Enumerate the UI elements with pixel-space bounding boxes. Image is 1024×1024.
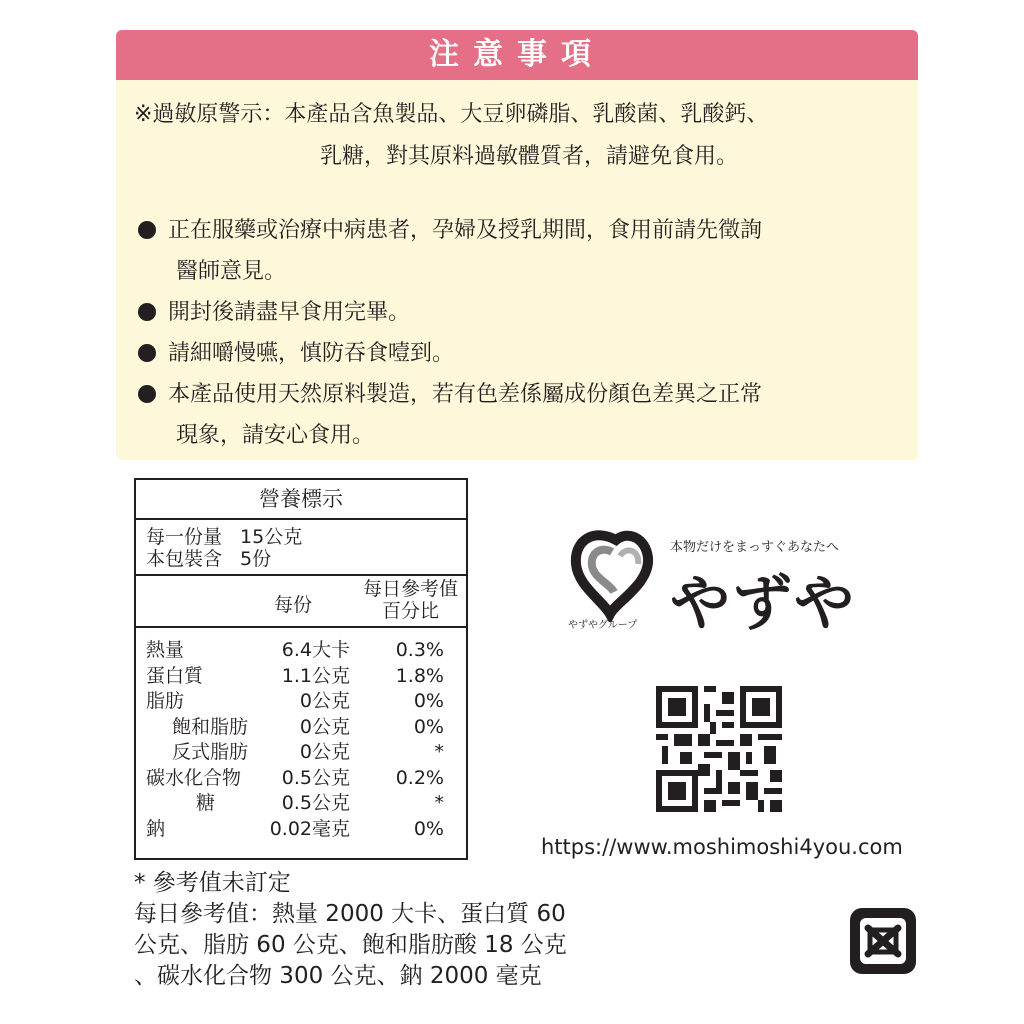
notes-line-3: 公克、脂肪 60 公克、飽和脂肪酸 18 公克 (134, 932, 567, 958)
daily-value-header-line-2: 百分比 (381, 600, 439, 622)
nutrition-column-header (136, 576, 466, 628)
bullet-line-2: 現象，請安心食用。 (176, 423, 375, 448)
bullet-dot-icon (138, 303, 156, 321)
servings-value: 5份 (240, 548, 272, 570)
nutrition-row (136, 638, 466, 664)
bullet-dot-icon (138, 221, 156, 239)
serving-info (136, 520, 466, 576)
nutrient-name: 鈉 (146, 817, 166, 840)
nutrient-name: 碳水化合物 (146, 766, 242, 789)
nutrient-value: 1.1公克 (281, 664, 350, 687)
nutrient-pct: * (434, 792, 444, 814)
servings-label: 本包裝含 (146, 548, 223, 570)
nutrient-name: 脂肪 (146, 690, 185, 712)
nutrition-row (136, 740, 466, 766)
nutrient-value: 0.5公克 (281, 766, 350, 789)
nutrient-value: 6.4大卡 (281, 639, 350, 661)
qr-code-icon[interactable] (656, 686, 782, 812)
reference-notes (134, 868, 567, 992)
nutrient-pct: 0.2% (395, 766, 444, 789)
nutrient-value: 0公克 (299, 715, 350, 738)
nutrient-value: 0.02毫克 (269, 817, 350, 840)
notice-bullets (138, 210, 908, 456)
nutrition-row (136, 766, 466, 792)
bullet-line-2: 醫師意見。 (176, 259, 287, 284)
website-link[interactable]: https://www.moshimoshi4you.com (541, 835, 903, 859)
bullet-dot-icon (138, 385, 156, 403)
nutrition-row (136, 664, 466, 690)
brand-tagline: 本物だけをまっすぐあなたへ (670, 540, 840, 555)
nutrition-row (136, 817, 466, 843)
brand-logo-block (566, 522, 886, 639)
nutrient-pct: 0.3% (395, 639, 444, 661)
notice-panel (116, 30, 918, 460)
bullet-item (138, 210, 908, 292)
nutrient-value: 0.5公克 (281, 792, 350, 814)
nutrient-pct: * (434, 741, 444, 763)
bullet-item (138, 333, 908, 374)
brand-name: やずや (670, 569, 856, 639)
per-serving-header: 每份 (274, 594, 313, 616)
nutrient-value: 0公克 (299, 741, 350, 763)
nutrient-name: 蛋白質 (146, 664, 204, 687)
brand-logo-icon (566, 522, 662, 622)
nutrient-name: 糖 (196, 792, 216, 814)
bullet-item (138, 292, 908, 333)
recycle-icon (848, 906, 918, 976)
notes-line-1: * 參考值未訂定 (134, 870, 291, 896)
allergen-line-1: ※過敏原警示：本產品含魚製品、大豆卵磷脂、乳酸菌、乳酸鈣、 (134, 102, 769, 127)
nutrient-pct: 0% (413, 690, 444, 712)
notes-line-4: 、碳水化合物 300 公克、鈉 2000 毫克 (134, 963, 542, 989)
bullet-dot-icon (138, 344, 156, 362)
daily-value-header (363, 578, 458, 622)
nutrient-name: 反式脂肪 (172, 741, 249, 763)
allergen-line-2: 乳糖，對其原料過敏體質者，請避免食用。 (320, 144, 739, 169)
nutrition-rows (136, 628, 466, 842)
nutrient-value: 0公克 (299, 690, 350, 712)
nutrition-row (136, 791, 466, 817)
bullet-line-1: 正在服藥或治療中病患者，孕婦及授乳期間，食用前請先徵詢 (168, 218, 763, 243)
bullet-line-1: 本產品使用天然原料製造，若有色差係屬成份顏色差異之正常 (168, 382, 763, 407)
bullet-item (138, 374, 908, 456)
allergen-warning (134, 94, 768, 178)
serving-size-label: 每一份量 (146, 526, 223, 548)
daily-value-header-line-1: 每日參考值 (362, 578, 458, 600)
nutrient-name: 熱量 (146, 639, 185, 661)
nutrition-title: 營養標示 (136, 480, 466, 520)
nutrient-pct: 0% (413, 817, 444, 840)
notes-line-2: 每日參考值：熱量 2000 大卡、蛋白質 60 (134, 901, 566, 927)
notice-header: 注意事項 (116, 30, 918, 80)
bullet-line-1: 請細嚼慢嚥，慎防吞食噎到。 (168, 341, 455, 366)
bullet-line-1: 開封後請盡早食用完畢。 (168, 300, 411, 325)
nutrient-pct: 0% (413, 715, 444, 738)
nutrient-pct: 1.8% (395, 664, 444, 687)
nutrition-row (136, 689, 466, 715)
brand-group: やずやグループ (568, 620, 638, 631)
nutrition-row (136, 715, 466, 741)
nutrient-name: 飽和脂肪 (172, 715, 249, 738)
nutrition-table (134, 478, 468, 860)
serving-size-value: 15公克 (240, 526, 303, 548)
